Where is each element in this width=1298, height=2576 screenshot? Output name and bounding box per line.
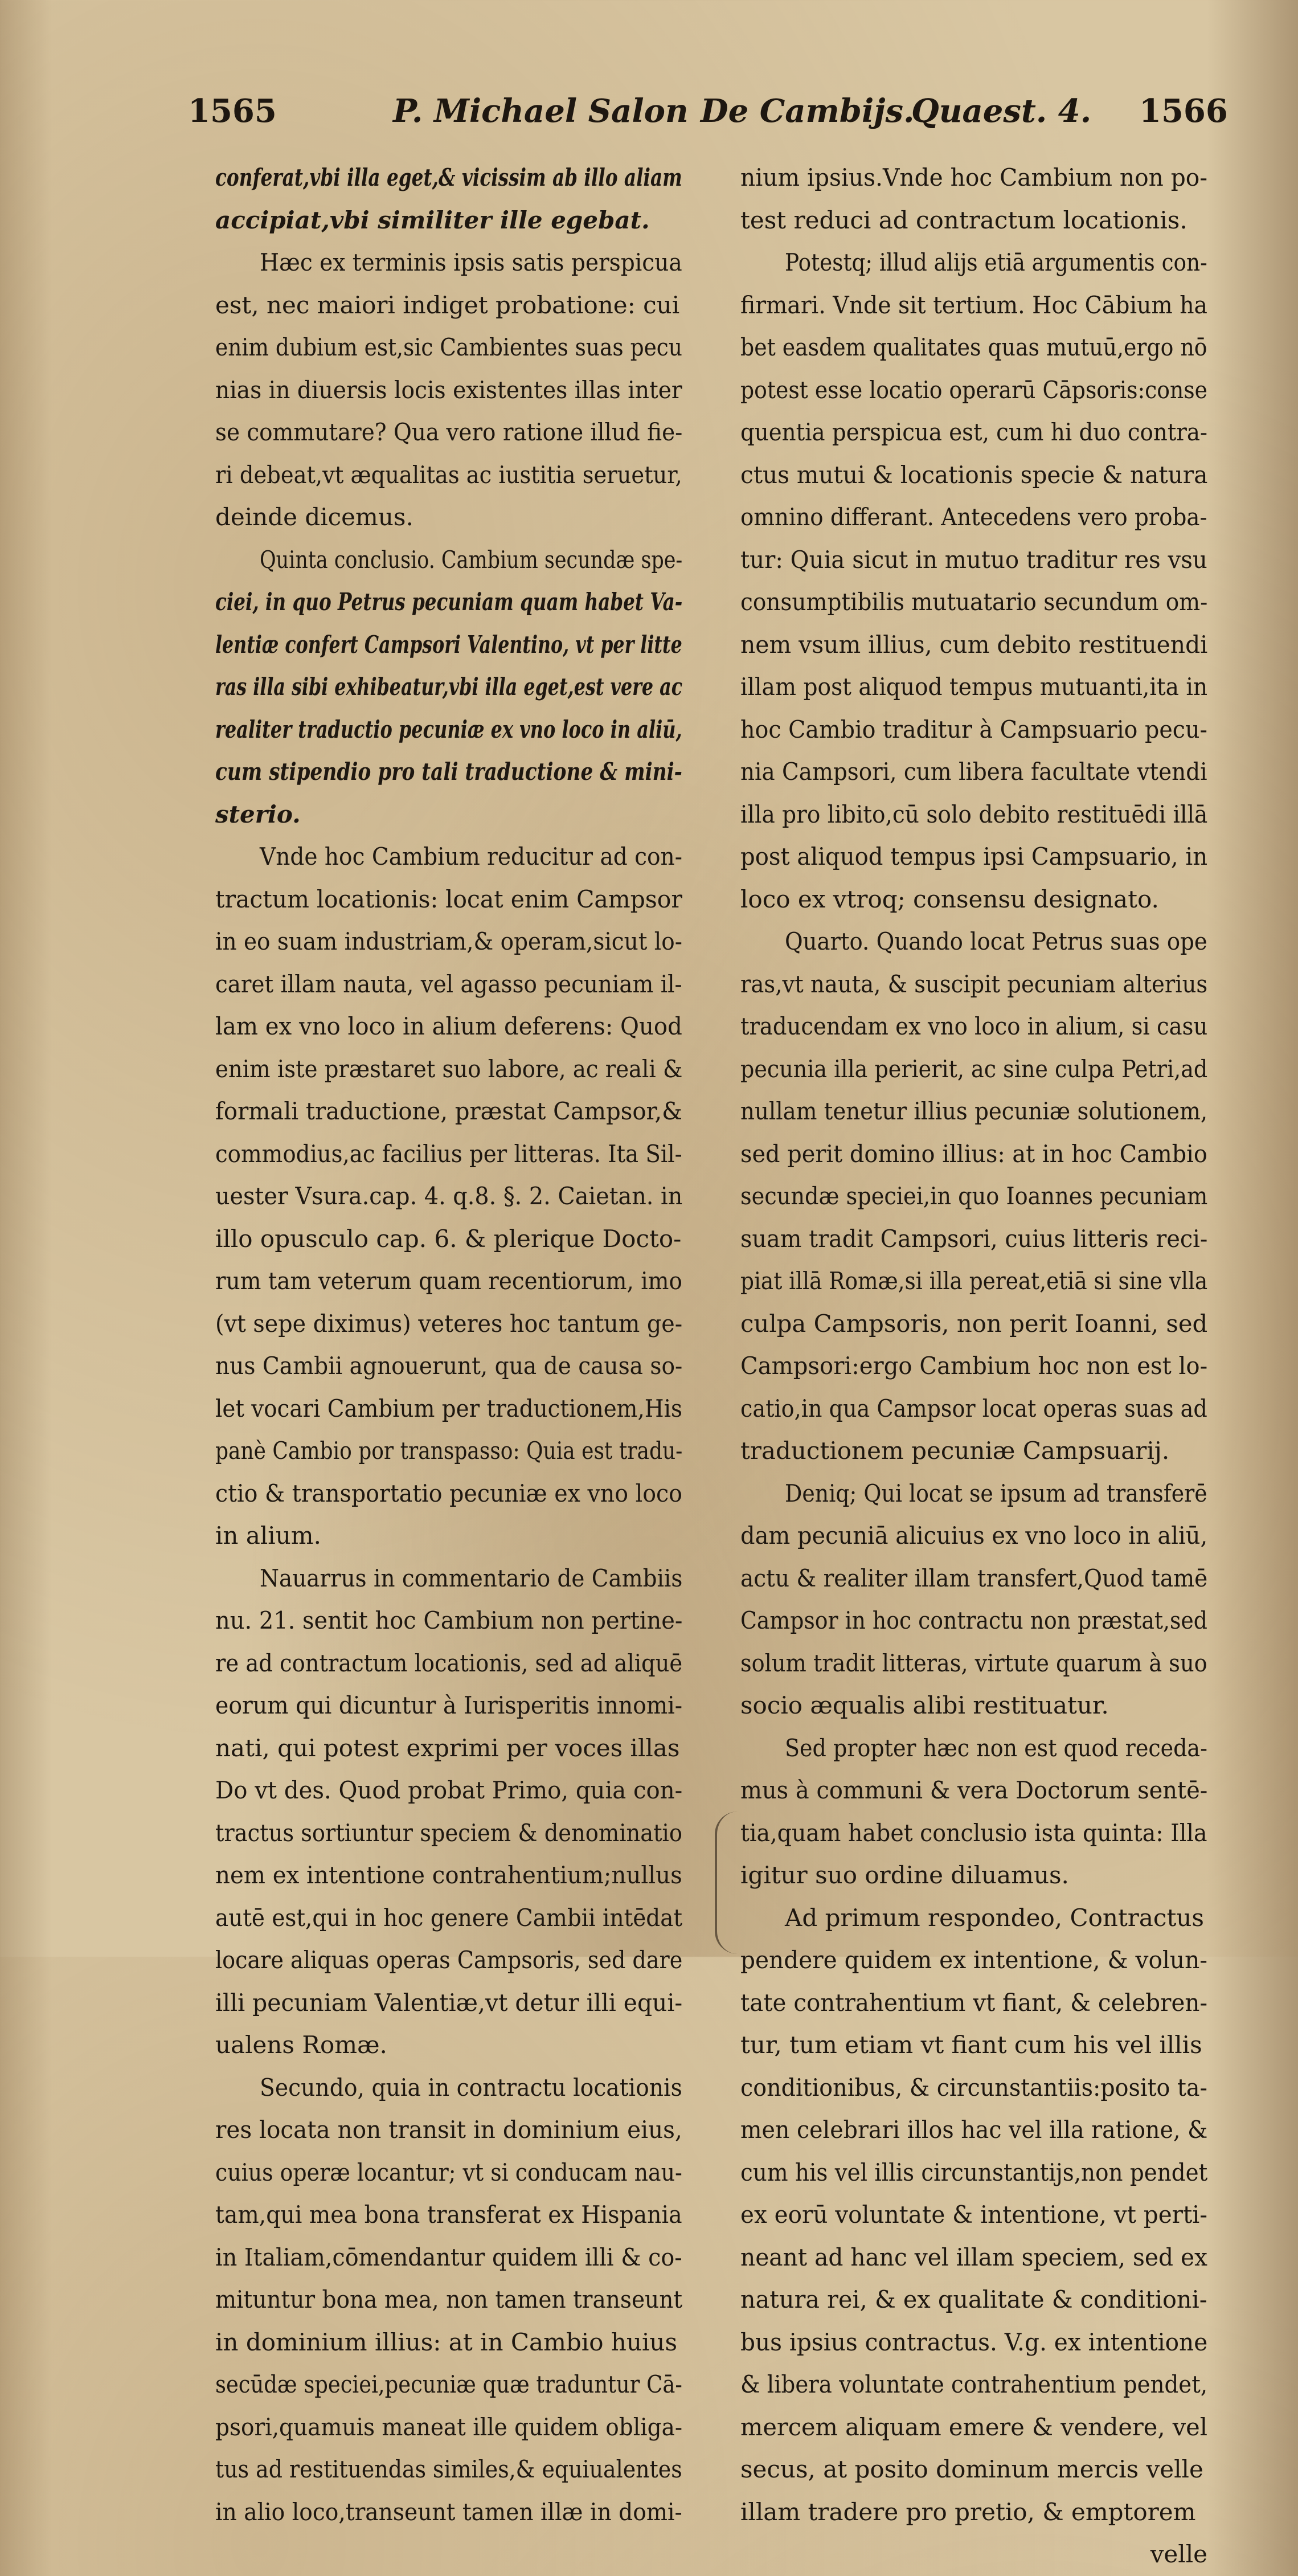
text-line: mercem aliquam emere & vendere, vel: [740, 2413, 1207, 2441]
author-running-head: P. Michael Salon: [393, 92, 689, 130]
text-line: hoc Cambio traditur à Campsuario pecu-: [740, 715, 1207, 743]
text-line: Deniq; Qui locat se ipsum ad transferē: [785, 1479, 1207, 1507]
text-line: cum stipendio pro tali traductione & mini-: [215, 758, 682, 786]
text-line: tractus sortiuntur speciem & denominatio: [215, 1818, 682, 1847]
text-line: enim iste præstaret suo labore, ac reali &: [215, 1054, 682, 1083]
page-fold-mark: [715, 1812, 740, 1954]
text-line: firmari. Vnde sit tertium. Hoc Cābium ha: [740, 291, 1207, 319]
text-line: Nauarrus in commentario de Cambiis: [260, 1564, 682, 1592]
text-line: igitur suo ordine diluamus.: [740, 1861, 1069, 1889]
text-line: nem vsum illius, cum debito restituendi: [740, 630, 1207, 659]
text-line: Vnde hoc Cambium reducitur ad con-: [260, 843, 682, 870]
text-line: loco ex vtroq; consensu designato.: [740, 885, 1159, 913]
text-line: consumptibilis mutuatario secundum om-: [740, 588, 1207, 616]
text-line: quentia perspicua est, cum hi duo contra-: [740, 418, 1207, 446]
text-line: Sed propter hæc non est quod receda-: [785, 1733, 1207, 1762]
text-line: velle: [1150, 2540, 1207, 2568]
text-line: pecunia illa perierit, ac sine culpa Petri,ad: [740, 1054, 1207, 1083]
text-line: conditionibus, & circunstantiis:posito ta-: [740, 2073, 1207, 2101]
text-line: nu. 21. sentit hoc Cambium non pertine-: [215, 1606, 682, 1634]
text-line: actu & realiter illam transfert,Quod tamē: [740, 1564, 1207, 1592]
text-line: culpa Campsoris, non perit Ioanni, sed: [740, 1309, 1207, 1338]
text-line: nullam tenetur illius pecuniæ solutionem,: [740, 1097, 1207, 1125]
text-line: tia,quam habet conclusio ista quinta: Illa: [740, 1818, 1207, 1847]
text-line: illa pro libito,cū solo debito restituēdi illā: [740, 800, 1207, 828]
text-line: realiter traductio pecuniæ ex vno loco in aliū,: [215, 715, 682, 743]
text-line: panè Cambio por transpasso: Quia est tradu-: [215, 1437, 682, 1465]
text-line: accipiat,vbi similiter ille egebat.: [215, 206, 650, 234]
text-line: sed perit domino illius: at in hoc Cambio: [740, 1139, 1207, 1168]
text-line: nium ipsius.Vnde hoc Cambium non po-: [740, 163, 1207, 191]
text-line: piat illā Romæ,si illa pereat,etiā si sine vlla: [740, 1267, 1207, 1295]
text-line: ras,vt nauta, & suscipit pecuniam alterius: [740, 970, 1207, 998]
text-line: caret illam nauta, vel agasso pecuniam il-: [215, 970, 682, 998]
text-line: natura rei, & ex qualitate & conditioni-: [740, 2285, 1207, 2313]
text-line: ciei, in quo Petrus pecuniam quam habet Va-: [215, 588, 682, 616]
text-line: cuius operæ locantur; vt si conducam nau-: [215, 2158, 682, 2186]
text-line: nia Campsori, cum libera facultate vtendi: [740, 758, 1207, 786]
text-line: mituntur bona mea, non tamen transeunt: [215, 2285, 682, 2313]
text-line: secus, at posito dominum mercis velle: [740, 2455, 1203, 2483]
text-line: in alium.: [215, 1522, 321, 1549]
text-line: rum tam veterum quam recentiorum, imo: [215, 1267, 682, 1295]
text-line: psori,quamuis maneat ille quidem obliga-: [215, 2413, 682, 2441]
text-line: nus Cambii agnouerunt, qua de causa so-: [215, 1352, 682, 1380]
text-line: potest esse locatio operarū Cāpsoris:conse: [740, 375, 1207, 404]
text-line: post aliquod tempus ipsi Campsuario, in: [740, 843, 1207, 870]
text-line: est, nec maiori indiget probatione: cui: [215, 291, 680, 319]
text-line: re ad contractum locationis, sed ad aliquē: [215, 1649, 682, 1677]
text-line: (vt sepe diximus) veteres hoc tantum ge-: [215, 1309, 682, 1338]
text-line: in dominium illius: at in Cambio huius: [215, 2328, 678, 2356]
text-line: ex eorū voluntate & intentione, vt perti-: [740, 2201, 1207, 2229]
text-line: nem ex intentione contrahentium;nullus: [215, 1861, 682, 1889]
text-line: locare aliquas operas Campsoris, sed dare: [215, 1946, 682, 1974]
question-running-head: Quaest. 4.: [911, 92, 1092, 130]
text-line: Campsor in hoc contractu non præstat,sed: [740, 1606, 1207, 1634]
right-text-column: [740, 157, 1207, 2576]
text-line: secundæ speciei,in quo Ioannes pecuniam: [740, 1182, 1207, 1210]
text-line: mus à communi & vera Doctorum sentē-: [740, 1776, 1207, 1804]
text-line: Potestq; illud alijs etiā argumentis con-: [785, 248, 1207, 276]
text-line: enim dubium est,sic Cambientes suas pecu: [215, 333, 682, 361]
text-line: ualens Romæ.: [215, 2031, 387, 2059]
text-line: solum tradit litteras, virtute quarum à suo: [740, 1649, 1207, 1677]
text-line: uester Vsura.cap. 4. q.8. §. 2. Caietan. in: [215, 1182, 682, 1210]
text-line: Secundo, quia in contractu locationis: [260, 2073, 682, 2101]
text-line: Ad primum respondeo, Contractus: [785, 1903, 1204, 1932]
text-line: let vocari Cambium per traductionem,His: [215, 1394, 682, 1422]
text-line: in alio loco,transeunt tamen illæ in domi-: [215, 2497, 682, 2526]
text-line: lam ex vno loco in alium deferens: Quod: [215, 1012, 682, 1040]
text-line: eorum qui dicuntur à Iurisperitis innomi-: [215, 1691, 682, 1719]
running-header: [0, 85, 1298, 148]
text-line: secūdæ speciei,pecuniæ quæ traduntur Cā-: [215, 2370, 682, 2398]
page-number-left: 1565: [188, 92, 277, 130]
text-line: Campsori:ergo Cambium hoc non est lo-: [740, 1352, 1207, 1380]
text-line: autē est,qui in hoc genere Cambii intēdat: [215, 1903, 682, 1932]
text-line: neant ad hanc vel illam speciem, sed ex: [740, 2243, 1207, 2271]
text-line: men celebrari illos hac vel illa ratione, &: [740, 2116, 1207, 2144]
text-line: ri debeat,vt æqualitas ac iustitia seruetur,: [215, 460, 682, 489]
text-line: nati, qui potest exprimi per voces illas: [215, 1733, 680, 1762]
text-line: lentiæ confert Campsori Valentino, vt per litte: [215, 630, 682, 659]
text-line: tur, tum etiam vt fiant cum his vel illis: [740, 2031, 1202, 2059]
text-line: deinde dicemus.: [215, 503, 413, 531]
text-line: Quinta conclusio. Cambium secundæ spe-: [260, 545, 682, 574]
text-line: & libera voluntate contrahentium pendet,: [740, 2370, 1207, 2398]
text-line: traductionem pecuniæ Campsuarij.: [740, 1437, 1170, 1465]
text-line: test reduci ad contractum locationis.: [740, 206, 1188, 234]
text-line: Hæc ex terminis ipsis satis perspicua: [260, 248, 682, 276]
text-line: suam tradit Campsori, cuius litteris reci-: [740, 1224, 1207, 1253]
text-line: illam post aliquod tempus mutuanti,ita in: [740, 673, 1207, 701]
text-line: tur: Quia sicut in mutuo traditur res vsu: [740, 545, 1207, 574]
text-line: illam tradere pro pretio, & emptorem: [740, 2497, 1196, 2526]
text-line: cum his vel illis circunstantijs,non pendet: [740, 2158, 1207, 2186]
text-line: tractum locationis: locat enim Campsor: [215, 885, 682, 913]
text-line: res locata non transit in dominium eius,: [215, 2116, 682, 2144]
text-line: ras illa sibi exhibeatur,vbi illa eget,est vere ac: [215, 673, 682, 701]
text-line: formali traductione, præstat Campsor,&: [215, 1097, 682, 1125]
text-line: bus ipsius contractus. V.g. ex intentione: [740, 2328, 1207, 2356]
text-line: commodius,ac facilius per litteras. Ita Sil-: [215, 1139, 682, 1168]
text-line: Quarto. Quando locat Petrus suas ope: [785, 927, 1207, 955]
left-text-column: [215, 157, 682, 2533]
text-line: dam pecuniā alicuius ex vno loco in aliū,: [740, 1522, 1207, 1549]
page-number-right: 1566: [1139, 92, 1228, 130]
text-line: omnino differant. Antecedens vero proba-: [740, 503, 1207, 531]
text-line: ctus mutui & locationis specie & natura: [740, 460, 1207, 489]
text-line: se commutare? Qua vero ratione illud fie-: [215, 418, 682, 446]
text-line: bet easdem qualitates quas mutuū,ergo nō: [740, 333, 1207, 361]
text-line: tus ad restituendas similes,& equiualentes: [215, 2455, 682, 2483]
text-line: in Italiam,cōmendantur quidem illi & co-: [215, 2243, 682, 2271]
text-line: illi pecuniam Valentiæ,vt detur illi equi-: [215, 1988, 682, 2017]
text-line: sterio.: [215, 800, 301, 828]
text-line: tate contrahentium vt fiant, & celebren-: [740, 1988, 1207, 2017]
text-line: socio æqualis alibi restituatur.: [740, 1691, 1109, 1719]
title-running-head: De Cambijs.: [701, 92, 915, 130]
text-line: tam,qui mea bona transferat ex Hispania: [215, 2201, 682, 2229]
text-line: nias in diuersis locis existentes illas inter: [215, 375, 682, 404]
text-line: in eo suam industriam,& operam,sicut lo-: [215, 927, 682, 955]
text-line: conferat,vbi illa eget,& vicissim ab illo aliam: [215, 163, 682, 191]
text-line: pendere quidem ex intentione, & volun-: [740, 1946, 1207, 1974]
text-line: catio,in qua Campsor locat operas suas ad: [740, 1394, 1207, 1422]
text-line: traducendam ex vno loco in alium, si casu: [740, 1012, 1207, 1040]
text-line: Do vt des. Quod probat Primo, quia con-: [215, 1776, 682, 1804]
text-line: ctio & transportatio pecuniæ ex vno loco: [215, 1479, 682, 1507]
text-line: illo opusculo cap. 6. & plerique Docto-: [215, 1224, 682, 1253]
